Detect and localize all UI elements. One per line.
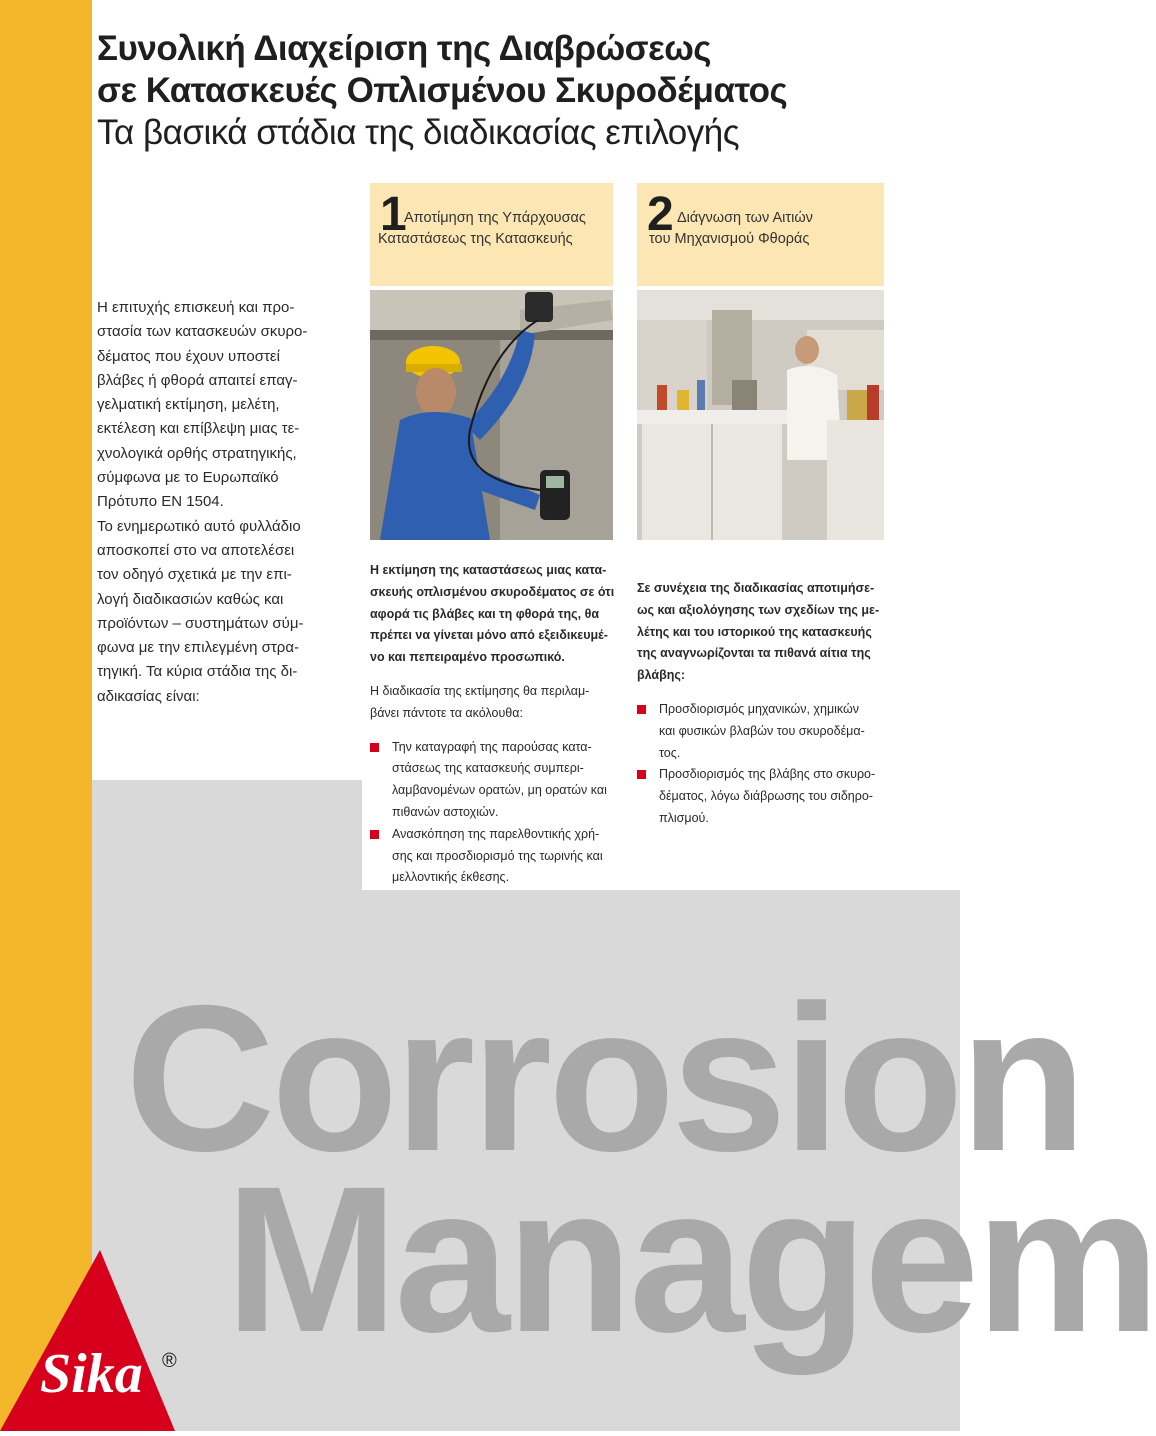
intro-line: βλάβες ή φθορά απαιτεί επαγ- xyxy=(97,371,298,389)
list-item xyxy=(370,737,615,824)
step-2-header xyxy=(637,183,884,286)
watermark-line-2: Managem xyxy=(225,1144,1156,1376)
bullet-square-icon xyxy=(370,830,379,839)
registered-mark: ® xyxy=(162,1350,177,1372)
step-2-title-line-2: του Μηχανισμού Φθοράς xyxy=(649,231,810,247)
step-1-lead xyxy=(370,560,615,669)
sika-logo xyxy=(0,1250,180,1431)
inspection-worker-photo xyxy=(370,290,613,540)
laboratory-photo xyxy=(637,290,884,540)
intro-line: στασία των κατασκευών σκυρο- xyxy=(97,323,308,341)
text-line: Σε συνέχεια της διαδικασίας αποτιμήσε- xyxy=(637,581,875,595)
sika-triangle-icon xyxy=(0,1250,180,1431)
text-line: πλισμού. xyxy=(659,810,709,825)
text-line: Η διαδικασία της εκτίμησης θα περιλαμ- xyxy=(370,683,590,698)
list-item xyxy=(637,699,887,764)
step-1-title-line-2: Καταστάσεως της Κατασκευής xyxy=(378,231,573,247)
text-line: Προσδιορισμός μηχανικών, χημικών xyxy=(659,701,860,716)
step-2-description xyxy=(637,578,887,830)
step-1-number: 1 xyxy=(380,188,407,241)
intro-line: αποσκοπεί στο να αποτελέσει xyxy=(97,541,295,559)
text-line: τος. xyxy=(659,745,681,760)
text-line: και φυσικών βλαβών του σκυροδέμα- xyxy=(659,723,865,738)
text-line: στάσεως της κατασκευής συμπερι- xyxy=(392,761,584,776)
intro-line: Πρότυπο ΕΝ 1504. xyxy=(97,493,224,511)
page-title xyxy=(97,28,897,154)
text-line: πιθανών αστοχιών. xyxy=(392,804,499,819)
step-1-title-line-1: Αποτίμηση της Υπάρχουσας xyxy=(404,210,586,226)
intro-line: χνολογικά ορθής στρατηγικής, xyxy=(97,444,297,462)
step-1-header xyxy=(370,183,613,286)
title-line-2: σε Κατασκευές Οπλισμένου Σκυροδέματος xyxy=(97,71,788,110)
logo-wordmark: Sika xyxy=(40,1343,143,1405)
text-line: πρέπει να γίνεται μόνο από εξειδικευμέ- xyxy=(370,628,608,643)
text-line: λέτης και του ιστορικού της κατασκευής xyxy=(637,624,872,639)
intro-line: σύμφωνα με το Ευρωπαϊκό xyxy=(97,469,279,487)
text-line: Την καταγραφή της παρούσας κατα- xyxy=(392,739,592,754)
intro-line: Η επιτυχής επισκευή και προ- xyxy=(97,299,295,316)
bullet-square-icon xyxy=(637,705,646,714)
list-item xyxy=(637,764,887,829)
step-2-bullet-list xyxy=(637,699,887,830)
text-line: δέματος, λόγω διάβρωσης του σιδηρο- xyxy=(659,789,873,804)
bullet-square-icon xyxy=(637,770,646,779)
step-2-title-line-1: Διάγνωση των Αιτιών xyxy=(677,210,813,226)
step-2-lead xyxy=(637,578,887,687)
text-line: νο και πεπειραμένο προσωπικό. xyxy=(370,650,565,665)
intro-line: δέματος που έχουν υποστεί xyxy=(97,347,280,365)
step-1-bullet-list xyxy=(370,737,615,890)
intro-line: προϊόντων – συστημάτων σύμ- xyxy=(97,614,304,632)
text-line: σης και προσδιορισμό της τωρινής και xyxy=(392,848,603,863)
laboratory-illustration xyxy=(637,290,884,540)
text-line: βάνει πάντοτε τα ακόλουθα: xyxy=(370,705,523,720)
text-line: ως και αξιολόγησης των σχεδίων της με- xyxy=(637,602,880,617)
watermark-line-1: Corrosion xyxy=(125,963,1083,1195)
bullet-square-icon xyxy=(370,743,379,752)
text-line: λαμβανομένων ορατών, μη ορατών και xyxy=(392,783,607,798)
text-line: Ανασκόπηση της παρελθοντικής χρή- xyxy=(392,826,600,841)
intro-line: γελματική εκτίμηση, μελέτη, xyxy=(97,396,280,414)
text-line: βλάβης: xyxy=(637,668,686,683)
text-line: αφορά τις βλάβες και τη φθορά της, θα xyxy=(370,606,600,621)
intro-line: Το ενημερωτικό αυτό φυλλάδιο xyxy=(97,517,301,535)
step-1-description xyxy=(370,560,615,889)
list-item xyxy=(370,824,615,889)
inspection-worker-illustration xyxy=(370,290,613,540)
intro-text xyxy=(97,296,353,709)
intro-line: τον οδηγό σχετικά με την επι- xyxy=(97,566,292,584)
text-line: σκευής οπλισμένου σκυροδέματος σε ότι xyxy=(370,584,615,599)
intro-line: τηγική. Τα κύρια στάδια της δι- xyxy=(97,663,298,681)
subtitle: Τα βασικά στάδια της διαδικασίας επιλογής xyxy=(97,113,740,152)
intro-line: αδικασίας είναι: xyxy=(97,687,200,705)
text-line: Η εκτίμηση της καταστάσεως μιας κατα- xyxy=(370,563,607,577)
left-color-band xyxy=(0,0,92,1431)
intro-line: εκτέλεση και επίβλεψη μιας τε- xyxy=(97,420,300,438)
text-line: της αναγνωρίζονται τα πιθανά αίτια της xyxy=(637,646,871,661)
text-line: Προσδιορισμός της βλάβης στο σκυρο- xyxy=(659,767,876,782)
text-line: μελλοντικής έκθεσης. xyxy=(392,870,510,885)
title-line-1: Συνολική Διαχείριση της Διαβρώσεως xyxy=(97,29,711,68)
intro-line: φωνα με την επιλεγμένη στρα- xyxy=(97,639,299,657)
step-2-number: 2 xyxy=(647,188,674,241)
intro-line: λογή διαδικασιών καθώς και xyxy=(97,590,284,608)
